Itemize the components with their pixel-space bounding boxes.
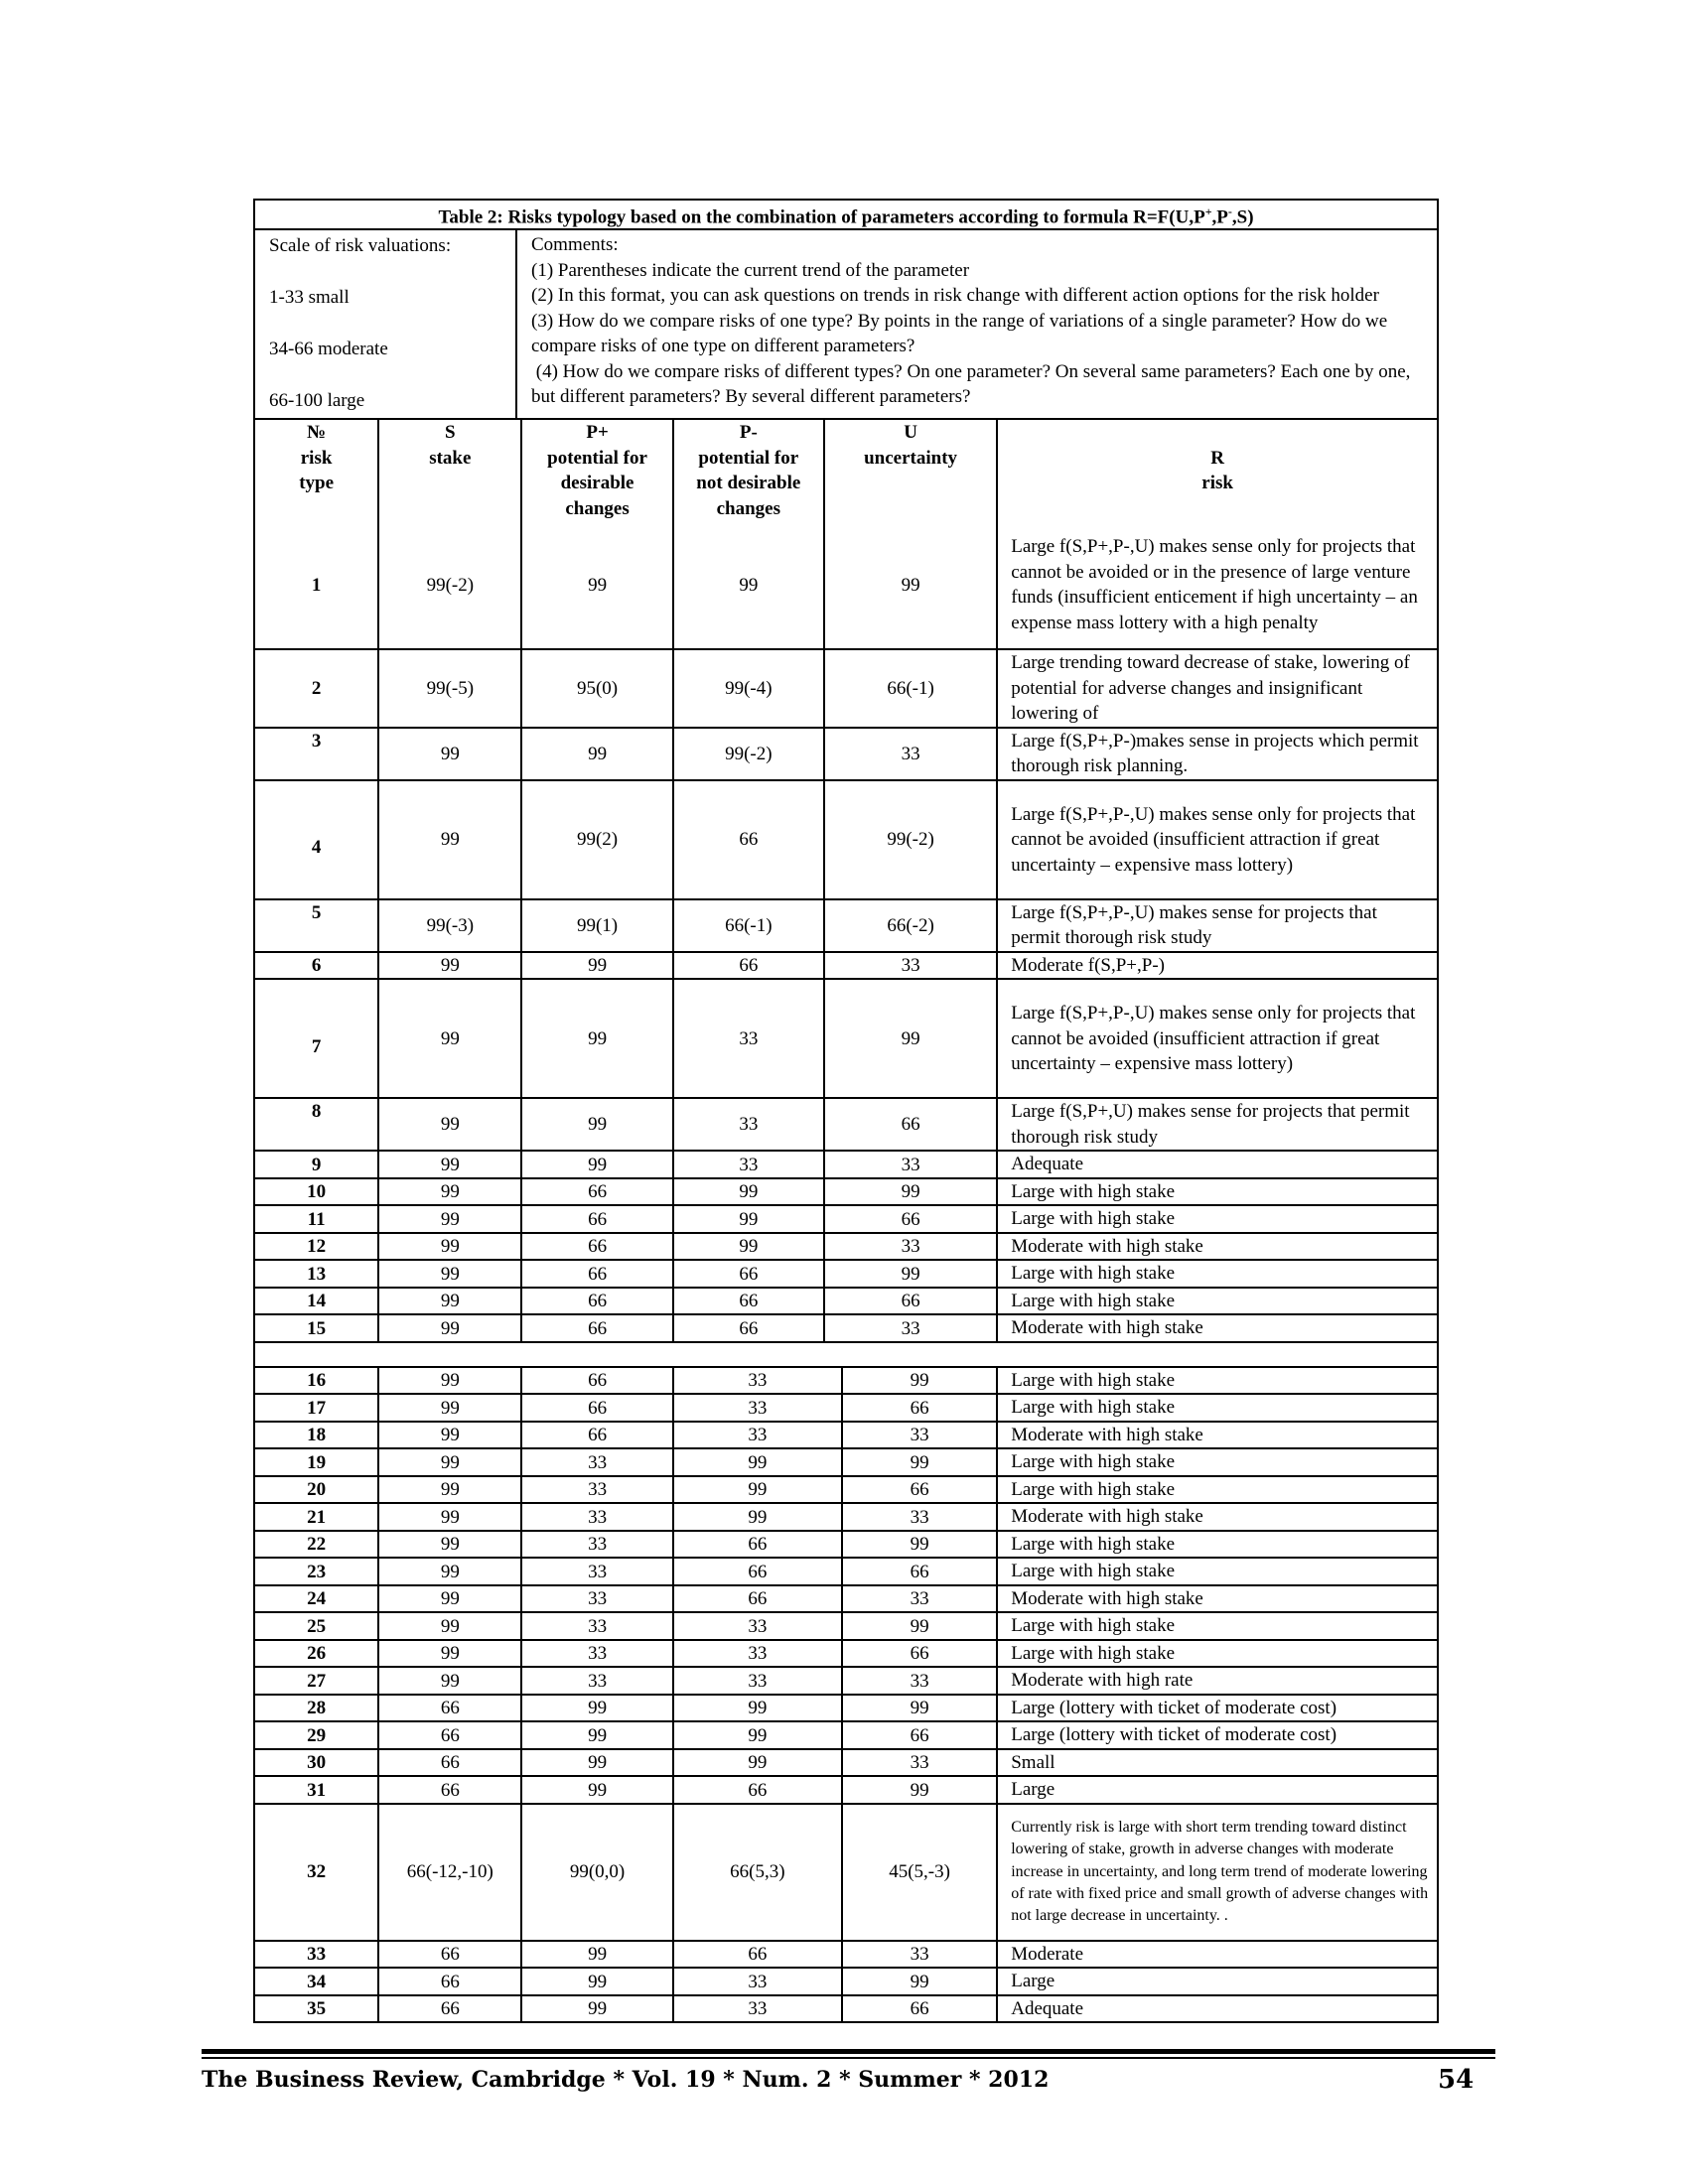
- p-minus-value: 66: [673, 1776, 842, 1804]
- p-minus-value: 33: [673, 1667, 842, 1695]
- p-plus-value: 99: [521, 1968, 672, 1995]
- uncertainty-value: 66: [842, 1721, 997, 1749]
- p-plus-value: 66: [521, 1314, 672, 1341]
- risk-type-number: 15: [255, 1314, 378, 1341]
- risk-type-number: 11: [255, 1205, 378, 1233]
- p-plus-value: 99: [521, 1695, 672, 1722]
- table-caption-end: ,S): [1231, 206, 1254, 228]
- header-risk: [997, 420, 1437, 521]
- p-minus-value: 99: [673, 1749, 842, 1777]
- uncertainty-value: 33: [842, 1941, 997, 1969]
- table-row: [255, 899, 1437, 952]
- p-minus-value: 66: [673, 952, 824, 980]
- uncertainty-value: 99: [824, 1178, 997, 1206]
- uncertainty-value: 66: [842, 1558, 997, 1585]
- p-minus-value: 99: [673, 1205, 824, 1233]
- risk-type-number: 24: [255, 1585, 378, 1613]
- uncertainty-value: 99: [842, 1368, 997, 1395]
- footer-rule-thin: [202, 2057, 1495, 2059]
- uncertainty-value: 33: [842, 1585, 997, 1613]
- risk-description: Large f(S,P+,P-,U) makes sense only for projects that cannot be avoided or in the presence of large venture funds (insufficient enticement if high uncertainty – an expense mass lottery with a high penalty: [997, 521, 1437, 649]
- p-minus-value: 66(5,3): [673, 1804, 842, 1941]
- risk-description: Adequate: [997, 1995, 1437, 2022]
- risk-description: Large f(S,P+,P-,U) makes sense only for projects that cannot be avoided (insufficient attraction if great uncertainty – expensive mass lottery): [997, 979, 1437, 1098]
- p-minus-value: 99: [673, 1721, 842, 1749]
- stake-value: 99: [378, 1098, 521, 1151]
- p-minus-value: 33: [673, 1098, 824, 1151]
- risk-type-number: 12: [255, 1233, 378, 1261]
- p-plus-value: 99(2): [521, 780, 672, 899]
- table-row: [255, 1314, 1437, 1341]
- risk-description: Adequate: [997, 1151, 1437, 1178]
- uncertainty-value: 66: [842, 1394, 997, 1422]
- table-row: [255, 1941, 1437, 1969]
- risk-description: Large with high stake: [997, 1558, 1437, 1585]
- p-plus-value: 99(0,0): [521, 1804, 672, 1941]
- stake-value: 66: [378, 1776, 521, 1804]
- risk-description: Large with high stake: [997, 1394, 1437, 1422]
- table-row: [255, 1503, 1437, 1531]
- table-row: [255, 1721, 1437, 1749]
- comment-1: (1) Parentheses indicate the current trend of the parameter: [531, 259, 970, 281]
- scale-large: 66-100 large: [269, 390, 365, 412]
- header-pplus-line2: potential for: [547, 447, 647, 469]
- risk-description: Large with high stake: [997, 1531, 1437, 1559]
- header-pplus-symbol: P+: [586, 422, 609, 444]
- p-plus-value: 66: [521, 1422, 672, 1449]
- p-minus-value: 99(-4): [673, 649, 824, 728]
- risk-description: Large (lottery with ticket of moderate cost): [997, 1721, 1437, 1749]
- stake-value: 99: [378, 1476, 521, 1504]
- uncertainty-value: 99: [824, 1260, 997, 1288]
- caption-superscript-plus: +: [1204, 205, 1212, 218]
- header-s-label: stake: [429, 447, 472, 469]
- p-minus-value: 33: [673, 1612, 842, 1640]
- risk-type-number: 32: [255, 1804, 378, 1941]
- header-p-minus: [673, 420, 824, 521]
- risk-description: Large f(S,P+,U) makes sense for projects that permit thorough risk study: [997, 1098, 1437, 1151]
- risk-type-number: 31: [255, 1776, 378, 1804]
- p-minus-value: 99: [673, 1178, 824, 1206]
- table-row: [255, 780, 1437, 899]
- p-minus-value: 33: [673, 1394, 842, 1422]
- risk-type-number: 9: [255, 1151, 378, 1178]
- risk-type-number: 4: [255, 780, 378, 899]
- table-row: [255, 1151, 1437, 1178]
- uncertainty-value: 99: [824, 979, 997, 1098]
- risk-description: Small: [997, 1749, 1437, 1777]
- uncertainty-value: 33: [824, 1151, 997, 1178]
- uncertainty-value: 99: [842, 1695, 997, 1722]
- p-plus-value: 99: [521, 1749, 672, 1777]
- header-pplus-line4: changes: [565, 497, 630, 519]
- uncertainty-value: 99: [842, 1448, 997, 1476]
- p-plus-value: 33: [521, 1503, 672, 1531]
- risk-type-number: 33: [255, 1941, 378, 1969]
- risk-type-number: 3: [255, 728, 378, 780]
- stake-value: 99: [378, 1178, 521, 1206]
- uncertainty-value: 33: [824, 1233, 997, 1261]
- stake-value: 99(-5): [378, 649, 521, 728]
- p-plus-value: 99: [521, 979, 672, 1098]
- table-row: [255, 1695, 1437, 1722]
- risk-type-number: 20: [255, 1476, 378, 1504]
- p-minus-value: 66: [673, 1585, 842, 1613]
- risk-rows-bottom: [255, 1368, 1437, 2022]
- risk-type-number: 30: [255, 1749, 378, 1777]
- header-s-symbol: S: [445, 422, 456, 444]
- stake-value: 99: [378, 1667, 521, 1695]
- uncertainty-value: 99: [824, 521, 997, 649]
- table-row: [255, 728, 1437, 780]
- table-row: [255, 979, 1437, 1098]
- header-risk-type: [255, 420, 378, 521]
- p-minus-value: 66: [673, 1288, 824, 1315]
- footer-rule-thick: [202, 2049, 1495, 2054]
- p-plus-value: 33: [521, 1448, 672, 1476]
- header-pplus-line3: desirable: [560, 473, 634, 494]
- risk-type-number: 21: [255, 1503, 378, 1531]
- uncertainty-value: 66: [842, 1640, 997, 1668]
- bottom-rows-cell: [254, 1367, 1438, 2023]
- uncertainty-value: 66: [824, 1288, 997, 1315]
- header-pminus-line4: changes: [716, 497, 781, 519]
- stake-value: 99: [378, 979, 521, 1098]
- stake-value: 99: [378, 780, 521, 899]
- risk-description: Large with high stake: [997, 1640, 1437, 1668]
- scale-small: 1-33 small: [269, 287, 350, 309]
- table-row: [255, 649, 1437, 728]
- stake-value: 66: [378, 1995, 521, 2022]
- risk-type-number: 23: [255, 1558, 378, 1585]
- table-caption: [254, 200, 1438, 229]
- table-row: [255, 1749, 1437, 1777]
- p-plus-value: 66: [521, 1205, 672, 1233]
- table-row: [255, 952, 1437, 980]
- risk-description: Large trending toward decrease of stake, lowering of potential for adverse changes and insignificant lowering of: [997, 649, 1437, 728]
- p-minus-value: 66(-1): [673, 899, 824, 952]
- table-row: [255, 1288, 1437, 1315]
- risk-type-number: 27: [255, 1667, 378, 1695]
- risk-description: Moderate with high stake: [997, 1233, 1437, 1261]
- risk-description: Moderate f(S,P+,P-): [997, 952, 1437, 980]
- p-minus-value: 99: [673, 1503, 842, 1531]
- header-u-symbol: U: [904, 422, 917, 444]
- uncertainty-value: 66: [824, 1098, 997, 1151]
- page-number: 54: [1438, 2065, 1475, 2095]
- stake-value: 99: [378, 1233, 521, 1261]
- table-row: [255, 1260, 1437, 1288]
- p-plus-value: 99: [521, 1776, 672, 1804]
- risk-description: Currently risk is large with short term trending toward distinct lowering of stake, growth in adverse changes with moderate increase in uncertainty, and long term trend of moderate lowering of rate with fixed price and small growth of adverse changes with not large decrease in uncertainty. .: [997, 1804, 1437, 1941]
- stake-value: 99: [378, 1585, 521, 1613]
- stake-value: 66: [378, 1721, 521, 1749]
- uncertainty-value: 66: [824, 1205, 997, 1233]
- p-minus-value: 33: [673, 1422, 842, 1449]
- p-plus-value: 66: [521, 1368, 672, 1395]
- risk-type-number: 16: [255, 1368, 378, 1395]
- p-plus-value: 99: [521, 1098, 672, 1151]
- p-minus-value: 99: [673, 1695, 842, 1722]
- stake-value: 99(-2): [378, 521, 521, 649]
- risk-description: Large with high stake: [997, 1448, 1437, 1476]
- p-plus-value: 33: [521, 1585, 672, 1613]
- stake-value: 66: [378, 1968, 521, 1995]
- p-plus-value: 99: [521, 952, 672, 980]
- stake-value: 99: [378, 1640, 521, 1668]
- uncertainty-value: 33: [842, 1422, 997, 1449]
- comments-cell: [516, 229, 1438, 419]
- scale-moderate: 34-66 moderate: [269, 339, 388, 360]
- p-minus-value: 99: [673, 1233, 824, 1261]
- journal-citation: The Business Review, Cambridge * Vol. 19 * Num. 2 * Summer * 2012: [202, 2067, 1050, 2093]
- p-minus-value: 99: [673, 521, 824, 649]
- risk-description: Large with high stake: [997, 1476, 1437, 1504]
- table-row: [255, 1448, 1437, 1476]
- table-row: [255, 1098, 1437, 1151]
- risk-type-number: 2: [255, 649, 378, 728]
- p-minus-value: 33: [673, 979, 824, 1098]
- comments-title: Comments:: [531, 234, 619, 256]
- risk-type-number: 10: [255, 1178, 378, 1206]
- risk-type-number: 34: [255, 1968, 378, 1995]
- stake-value: 99: [378, 1448, 521, 1476]
- risk-rows-top: [255, 420, 1437, 1341]
- uncertainty-value: 99(-2): [824, 780, 997, 899]
- header-u-label: uncertainty: [864, 447, 958, 469]
- risk-description: Moderate with high stake: [997, 1422, 1437, 1449]
- table-row: [255, 1995, 1437, 2022]
- uncertainty-value: 99: [842, 1531, 997, 1559]
- risk-type-number: 17: [255, 1394, 378, 1422]
- stake-value: 99: [378, 1314, 521, 1341]
- header-no-symbol: №: [307, 422, 327, 444]
- risk-description: Large f(S,P+,P-,U) makes sense only for projects that cannot be avoided (insufficient attraction if great uncertainty – expensive mass lottery): [997, 780, 1437, 899]
- comment-4: (4) How do we compare risks of different types? On one parameter? On several same parameters? Each one by one, but different parameters? By several different parameters?: [531, 360, 1416, 408]
- comment-2: (2) In this format, you can ask questions on trends in risk change with different action options for the risk holder: [531, 285, 1379, 307]
- p-plus-value: 95(0): [521, 649, 672, 728]
- table-row: [255, 1178, 1437, 1206]
- risk-description: Large with high stake: [997, 1260, 1437, 1288]
- table-row: [255, 1476, 1437, 1504]
- uncertainty-value: 33: [824, 1314, 997, 1341]
- comment-3: (3) How do we compare risks of one type? By points in the range of variations of a single parameter? How do we compare risks of one type on different parameters?: [531, 310, 1388, 357]
- risk-type-number: 35: [255, 1995, 378, 2022]
- table-row: [255, 1205, 1437, 1233]
- risk-type-number: 5: [255, 899, 378, 952]
- header-pminus-line3: not desirable: [696, 473, 801, 494]
- stake-value: 66(-12,-10): [378, 1804, 521, 1941]
- risk-description: Moderate with high stake: [997, 1503, 1437, 1531]
- risk-description: Large with high stake: [997, 1368, 1437, 1395]
- p-minus-value: 33: [673, 1968, 842, 1995]
- p-minus-value: 66: [673, 1531, 842, 1559]
- stake-value: 99(-3): [378, 899, 521, 952]
- p-plus-value: 99(1): [521, 899, 672, 952]
- table-row: [255, 521, 1437, 649]
- p-plus-value: 99: [521, 521, 672, 649]
- stake-value: 66: [378, 1695, 521, 1722]
- uncertainty-value: 66: [842, 1995, 997, 2022]
- risk-description: Large with high stake: [997, 1178, 1437, 1206]
- header-stake: [378, 420, 521, 521]
- p-plus-value: 33: [521, 1640, 672, 1668]
- stake-value: 99: [378, 1151, 521, 1178]
- risk-description: Moderate with high rate: [997, 1667, 1437, 1695]
- uncertainty-value: 99: [842, 1612, 997, 1640]
- table-row: [255, 1531, 1437, 1559]
- risk-type-number: 14: [255, 1288, 378, 1315]
- stake-value: 99: [378, 1531, 521, 1559]
- table-row: [255, 1667, 1437, 1695]
- p-plus-value: 33: [521, 1612, 672, 1640]
- risk-type-number: 25: [255, 1612, 378, 1640]
- risk-description: Moderate: [997, 1941, 1437, 1969]
- p-minus-value: 33: [673, 1151, 824, 1178]
- p-plus-value: 33: [521, 1476, 672, 1504]
- uncertainty-value: 33: [842, 1667, 997, 1695]
- stake-value: 99: [378, 1422, 521, 1449]
- table-row: [255, 1368, 1437, 1395]
- table-row: [255, 1640, 1437, 1668]
- p-minus-value: 66: [673, 1260, 824, 1288]
- risk-description: Large with high stake: [997, 1612, 1437, 1640]
- risk-type-number: 29: [255, 1721, 378, 1749]
- uncertainty-value: 33: [824, 728, 997, 780]
- risk-description: Large with high stake: [997, 1205, 1437, 1233]
- p-plus-value: 66: [521, 1394, 672, 1422]
- risk-description: Large: [997, 1776, 1437, 1804]
- stake-value: 99: [378, 1503, 521, 1531]
- risk-description: Large f(S,P+,P-,U) makes sense for projects that permit thorough risk study: [997, 899, 1437, 952]
- stake-value: 99: [378, 728, 521, 780]
- table-row: [255, 1804, 1437, 1941]
- risk-type-number: 7: [255, 979, 378, 1098]
- p-minus-value: 33: [673, 1640, 842, 1668]
- table-row: [255, 1422, 1437, 1449]
- p-minus-value: 66: [673, 780, 824, 899]
- uncertainty-value: 66: [842, 1476, 997, 1504]
- p-minus-value: 99: [673, 1448, 842, 1476]
- table-caption-text: Table 2: Risks typology based on the combination of parameters according to formula R=F(U,P: [438, 206, 1205, 228]
- uncertainty-value: 33: [842, 1749, 997, 1777]
- table-row: [255, 1776, 1437, 1804]
- p-plus-value: 66: [521, 1288, 672, 1315]
- uncertainty-value: 45(5,-3): [842, 1804, 997, 1941]
- uncertainty-value: 33: [824, 952, 997, 980]
- risk-type-number: 13: [255, 1260, 378, 1288]
- header-pminus-line2: potential for: [698, 447, 799, 469]
- risk-description: Large with high stake: [997, 1288, 1437, 1315]
- table-row: [255, 1612, 1437, 1640]
- p-plus-value: 66: [521, 1233, 672, 1261]
- stake-value: 99: [378, 1260, 521, 1288]
- risk-description: Large f(S,P+,P-)makes sense in projects which permit thorough risk planning.: [997, 728, 1437, 780]
- risk-type-number: 8: [255, 1098, 378, 1151]
- p-plus-value: 66: [521, 1178, 672, 1206]
- stake-value: 99: [378, 1205, 521, 1233]
- table-caption-mid: ,P: [1211, 206, 1228, 228]
- header-no-line3: type: [299, 473, 335, 494]
- p-minus-value: 33: [673, 1995, 842, 2022]
- header-no-line2: risk: [300, 447, 333, 469]
- table-separator-row: [254, 1342, 1438, 1367]
- p-minus-value: 99: [673, 1476, 842, 1504]
- stake-value: 66: [378, 1749, 521, 1777]
- p-plus-value: 33: [521, 1558, 672, 1585]
- scale-title: Scale of risk valuations:: [269, 235, 452, 257]
- table-row: [255, 1968, 1437, 1995]
- header-uncertainty: [824, 420, 997, 521]
- p-plus-value: 33: [521, 1667, 672, 1695]
- stake-value: 99: [378, 952, 521, 980]
- p-minus-value: 66: [673, 1558, 842, 1585]
- risk-scale-cell: [254, 229, 516, 419]
- p-plus-value: 66: [521, 1260, 672, 1288]
- risk-typology-table: [253, 199, 1439, 2023]
- header-pminus-symbol: P-: [739, 422, 758, 444]
- stake-value: 66: [378, 1941, 521, 1969]
- header-r-symbol: R: [1210, 447, 1224, 469]
- risk-description: Moderate with high stake: [997, 1585, 1437, 1613]
- risk-type-number: 28: [255, 1695, 378, 1722]
- risk-type-number: 19: [255, 1448, 378, 1476]
- p-plus-value: 99: [521, 1721, 672, 1749]
- table-row: [255, 1585, 1437, 1613]
- table-row: [255, 1558, 1437, 1585]
- uncertainty-value: 66(-2): [824, 899, 997, 952]
- uncertainty-value: 66(-1): [824, 649, 997, 728]
- caption-superscript-minus: -: [1227, 205, 1232, 218]
- header-p-plus: [521, 420, 672, 521]
- risk-description: Large: [997, 1968, 1437, 1995]
- p-minus-value: 66: [673, 1314, 824, 1341]
- stake-value: 99: [378, 1368, 521, 1395]
- main-rows-cell: [254, 419, 1438, 1342]
- stake-value: 99: [378, 1612, 521, 1640]
- p-plus-value: 99: [521, 728, 672, 780]
- p-plus-value: 33: [521, 1531, 672, 1559]
- risk-description: Moderate with high stake: [997, 1314, 1437, 1341]
- risk-type-number: 6: [255, 952, 378, 980]
- p-minus-value: 66: [673, 1941, 842, 1969]
- uncertainty-value: 99: [842, 1968, 997, 1995]
- table-row: [255, 1233, 1437, 1261]
- p-plus-value: 99: [521, 1151, 672, 1178]
- risk-type-number: 26: [255, 1640, 378, 1668]
- stake-value: 99: [378, 1288, 521, 1315]
- header-row: [255, 420, 1437, 521]
- risk-type-number: 1: [255, 521, 378, 649]
- stake-value: 99: [378, 1394, 521, 1422]
- p-plus-value: 99: [521, 1995, 672, 2022]
- risk-type-number: 22: [255, 1531, 378, 1559]
- stake-value: 99: [378, 1558, 521, 1585]
- risk-description: Large (lottery with ticket of moderate cost): [997, 1695, 1437, 1722]
- p-plus-value: 99: [521, 1941, 672, 1969]
- uncertainty-value: 33: [842, 1503, 997, 1531]
- p-minus-value: 33: [673, 1368, 842, 1395]
- header-r-label: risk: [1201, 473, 1233, 494]
- p-minus-value: 99(-2): [673, 728, 824, 780]
- table-row: [255, 1394, 1437, 1422]
- risk-type-number: 18: [255, 1422, 378, 1449]
- uncertainty-value: 99: [842, 1776, 997, 1804]
